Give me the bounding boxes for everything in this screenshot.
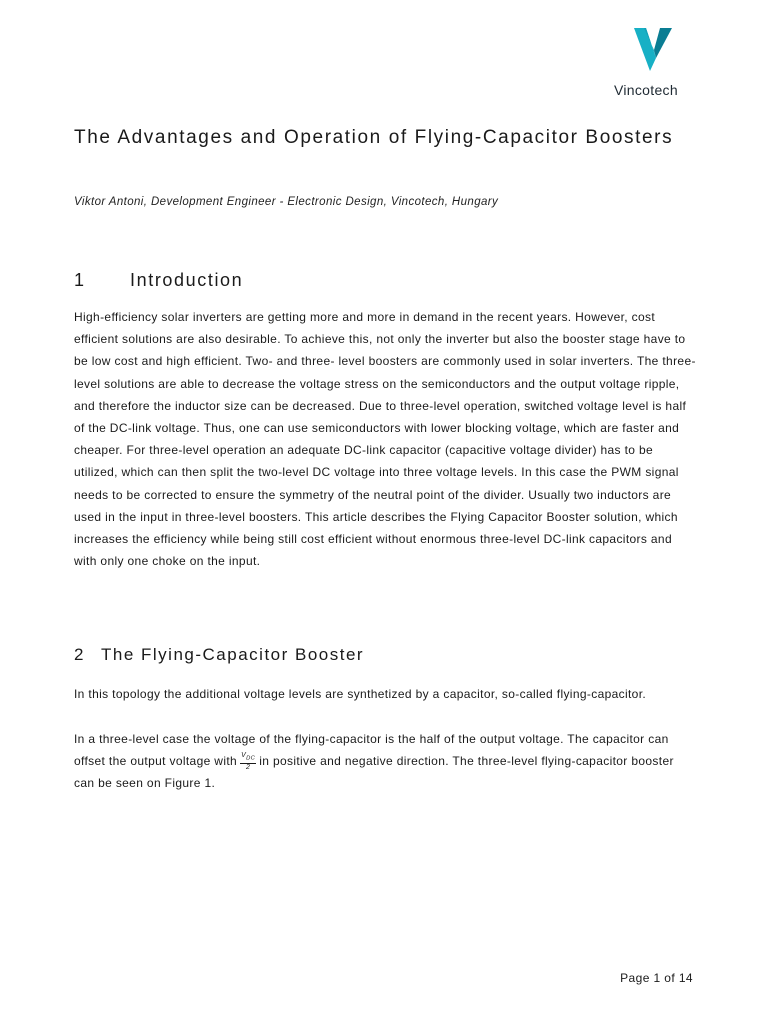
page-number: Page 1 of 14 bbox=[620, 971, 693, 985]
formula-subscript: DC bbox=[246, 755, 256, 762]
introduction-paragraph: High-efficiency solar inverters are getting more and more in demand in the recent years. However, cost efficient solutions are also desirable. To achieve this, not only the inverter but also the booster stage have to be low cost and high efficient. Two- and three- level boosters are commonly used in solar inverters. The three-level solutions are able to decrease the voltage stress on the semiconductors and the output voltage ripple, and therefore the inductor size can be decreased. Due to three-level operation, switched voltage level is half of the DC-link voltage. Thus, one can use semiconductors with lower blocking voltage, which are faster and cheaper. For three-level operation an adequate DC-link capacitor (capacitive voltage divider) has to be utilized, which can then split the two-level DC voltage into three voltage levels. In this case the PWM signal needs to be corrected to ensure the symmetry of the neutral point of the divider. Usually two inductors are used in the input in three-level boosters. This article describes the Flying Capacitor Booster solution, which increases the efficiency while being still cost efficient without enormous three-level DC-link capacitors and with only one choke on the input. bbox=[74, 310, 696, 569]
formula-numerator bbox=[240, 752, 256, 763]
section-title: Introduction bbox=[130, 270, 244, 290]
formula-denominator: 2 bbox=[246, 763, 251, 771]
flying-capacitor-paragraph-2 bbox=[74, 728, 696, 795]
author-line: Viktor Antoni, Development Engineer - Electronic Design, Vincotech, Hungary bbox=[74, 196, 499, 208]
section-heading-introduction bbox=[74, 270, 243, 291]
brand-name: Vincotech bbox=[614, 82, 678, 98]
formula-variable: V bbox=[241, 752, 247, 760]
document-title: The Advantages and Operation of Flying-Capacitor Boosters bbox=[74, 127, 674, 148]
vincotech-logo-icon bbox=[634, 28, 676, 72]
flying-capacitor-paragraph-1: In this topology the additional voltage levels are synthetized by a capacitor, so-called flying-capacitor. bbox=[74, 687, 647, 701]
vincotech-logo bbox=[610, 28, 700, 100]
section-number: 2 bbox=[74, 645, 85, 664]
section-number: 1 bbox=[74, 270, 86, 290]
section-heading-flying-capacitor bbox=[74, 645, 364, 665]
paragraph-text: In a three-level case the voltage of the flying-capacitor is the half of the output voltage. The capacitor can offset the output voltage with bbox=[74, 732, 669, 769]
paragraph-text-tail: in positive and negative direction. The three-level flying-capacitor booster can be seen on Figure 1. bbox=[74, 754, 674, 791]
vdc-over-2-formula bbox=[240, 752, 256, 771]
section-title: The Flying-Capacitor Booster bbox=[101, 645, 365, 664]
